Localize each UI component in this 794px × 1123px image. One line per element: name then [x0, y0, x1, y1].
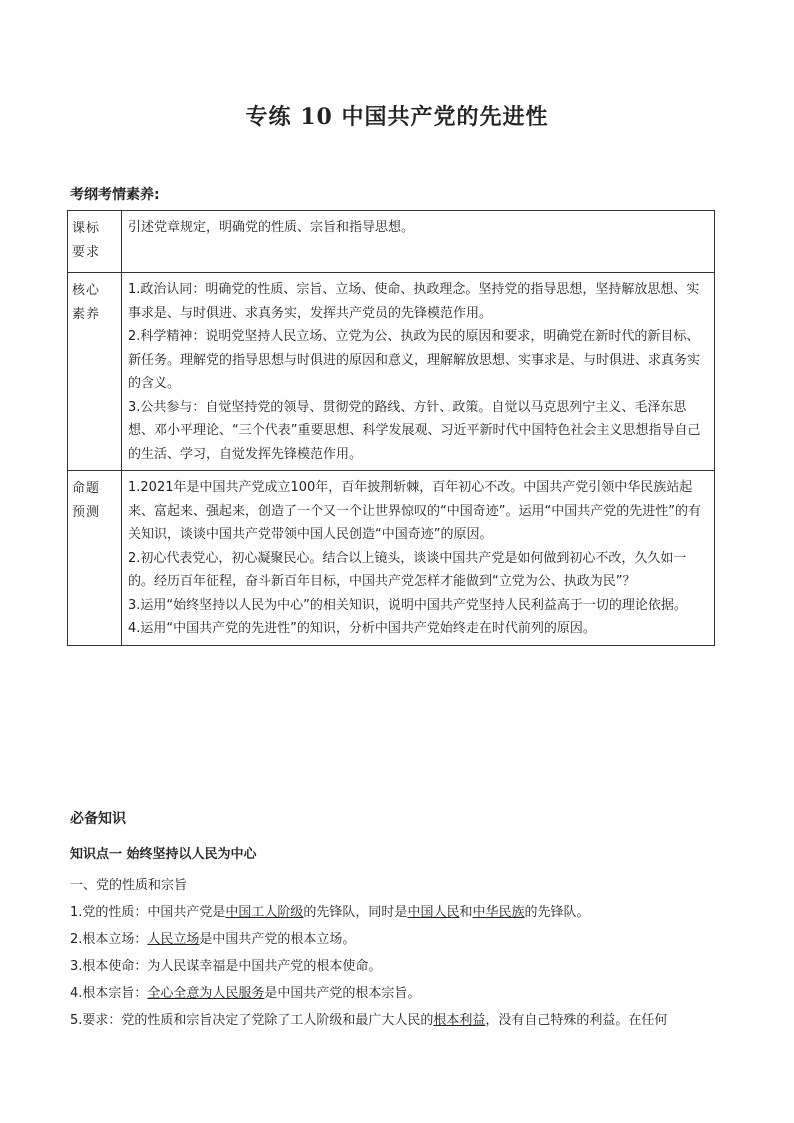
row-paragraph: 3.运用“始终坚持以人民为中心”的相关知识，说明中国共产党坚持人民利益高于一切的理论依据。	[128, 597, 687, 613]
knowledge-item	[70, 984, 720, 1004]
row-paragraph: 1.政治认同：明确党的性质、宗旨、立场、使命、执政理念。坚持党的指导思想，坚持解放思想、实事求是、与时俱进、求真务实，发挥共产党员的先锋模范作用。	[128, 282, 700, 321]
key-term: 根本利益	[433, 1013, 486, 1028]
essentials-heading: 必备知识	[70, 811, 126, 827]
row-paragraph: 2.科学精神：说明党坚持人民立场、立党为公、执政为民的原因和要求，明确党在新时代的新目标、新任务。理解党的指导思想与时俱进的原因和意义，理解解放思想、实事求是、与时俱进、求真务实的含义。	[128, 329, 701, 391]
row-label-line: 课标	[72, 221, 101, 236]
key-term: 中国人民	[407, 905, 460, 920]
row-label	[68, 211, 122, 273]
table-row	[68, 211, 715, 273]
table-row	[68, 471, 715, 646]
row-label	[68, 471, 122, 646]
row-label	[68, 273, 122, 471]
key-term: 人民立场	[147, 932, 200, 947]
subsection-title: 一、党的性质和宗旨	[70, 878, 188, 893]
item-text: 4.根本宗旨：	[70, 986, 148, 1001]
knowledge-item	[70, 957, 720, 977]
item-text: 3.根本使命：为人民谋幸福是中国共产党的根本使命。	[70, 959, 382, 974]
item-text: 是中国共产党的根本立场。	[199, 932, 356, 947]
row-content	[122, 211, 715, 273]
row-paragraph: 1.2021年是中国共产党成立100年，百年披荆斩棘，百年初心不改。中国共产党引领中华民族站起来、富起来、强起来，创造了一个又一个让世界惊叹的“中国奇迹”。运用“中国共产党的先进性”的有关知识，谈谈中国共产党带领中国人民创造“中国奇迹”的原因。	[128, 480, 701, 542]
row-paragraph: 4.运用“中国共产党的先进性”的知识，分析中国共产党始终走在时代前列的原因。	[128, 621, 596, 636]
item-text: 1.党的性质：中国共产党是	[70, 905, 226, 920]
knowledge-point-title: 知识点一 始终坚持以人民为中心	[70, 847, 257, 862]
key-term: 全心全意为人民服务	[147, 986, 265, 1001]
row-paragraph: 3.公共参与：自觉坚持党的领导、贯彻党的路线、方针、政策。自觉以马克思列宁主义、毛泽东思想、邓小平理论、“三个代表”重要思想、科学发展观、习近平新时代中国特色社会主义思想指导自己的生活、学习，自觉发挥先锋模范作用。	[128, 399, 701, 462]
page-title: 专练 10 中国共产党的先进性	[245, 104, 549, 130]
item-text: 和	[459, 905, 473, 920]
row-label-line: 核心	[72, 283, 101, 298]
row-label-line: 要求	[72, 244, 101, 260]
syllabus-heading: 考纲考情素养:	[70, 187, 160, 203]
knowledge-item	[70, 930, 720, 950]
row-paragraph: 引述党章规定，明确党的性质、宗旨和指导思想。	[128, 220, 415, 235]
row-label-line: 素养	[72, 306, 101, 322]
knowledge-item	[70, 903, 720, 923]
row-paragraph: 2.初心代表党心，初心凝聚民心。结合以上镜头，谈谈中国共产党是如何做到初心不改，久久如一的。经历百年征程，奋斗新百年目标，中国共产党怎样才能做到“立党为公、执政为民”？	[128, 550, 687, 589]
item-text: ，没有自己特殊的利益。在任何	[485, 1013, 668, 1028]
table-row	[68, 273, 715, 471]
item-text: 2.根本立场：	[70, 932, 148, 947]
item-text: 的先锋队。	[524, 905, 590, 920]
item-text: 是中国共产党的根本宗旨。	[264, 986, 421, 1001]
syllabus-table	[67, 210, 715, 646]
row-label-line: 预测	[72, 504, 101, 520]
knowledge-item	[70, 1011, 720, 1031]
row-content	[122, 273, 715, 471]
key-term: 中华民族	[472, 905, 525, 920]
key-term: 中国工人阶级	[225, 905, 304, 920]
row-label-line: 命题	[72, 481, 101, 496]
item-text: 的先锋队，同时是	[303, 905, 408, 920]
row-content	[122, 471, 715, 646]
item-text: 5.要求：党的性质和宗旨决定了党除了工人阶级和最广大人民的	[70, 1013, 434, 1028]
